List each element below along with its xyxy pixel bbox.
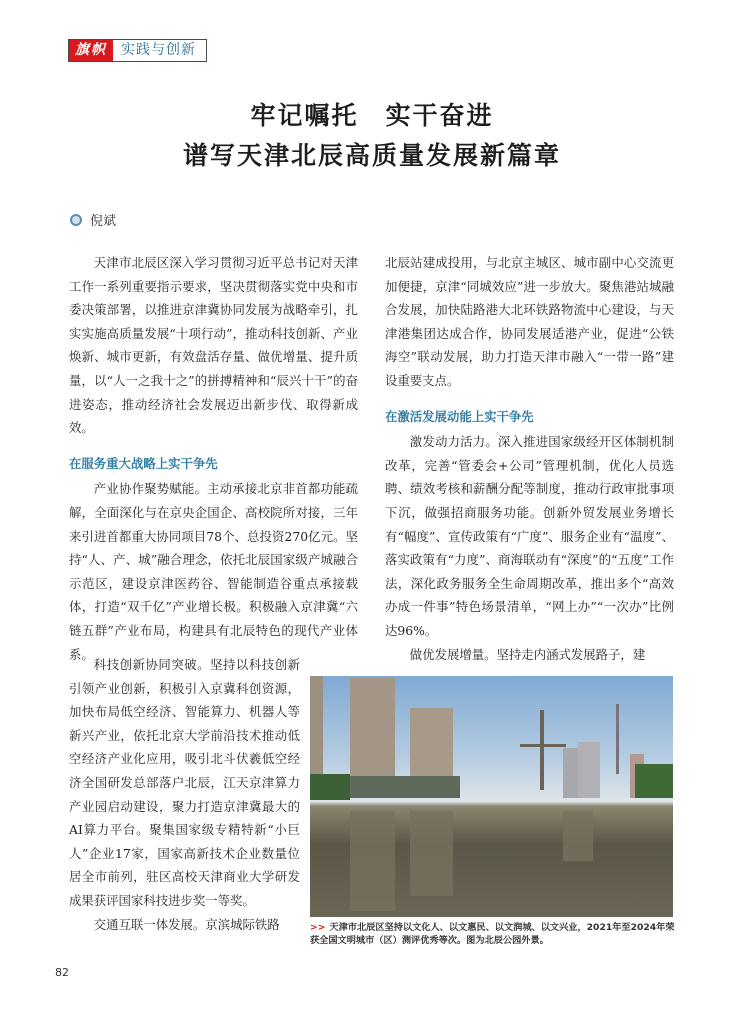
right-column-top <box>385 251 674 666</box>
photo-caption <box>310 921 680 947</box>
section1-paragraph-2: 科技创新协同突破。坚持以科技创新引领产业创新，积极引入京冀科创资源，加快布局低空经济、智能算力、机器人等新兴产业，依托北京大学前沿技术推动低空经济产业化应用，吸引北斗伏羲低空经济全国研发总部落户北辰，江天京津算力产业园启动建设，聚力打造京津冀最大的AI算力平台。聚集国家级专精特新“小巨人”企业17家，国家高新技术企业数量位居全市前列，驻区高校天津商业大学研发成果获评国家科技进步奖一等奖。 <box>69 657 300 908</box>
author-byline <box>70 210 116 229</box>
magazine-brand-logo: 旗帜 <box>69 40 113 61</box>
section-heading-1: 在服务重大战略上实干争先 <box>69 455 218 471</box>
section-heading-2: 在激活发展动能上实干争先 <box>385 408 534 424</box>
article-title <box>0 96 744 176</box>
caption-text: 天津市北辰区坚持以文化人、以文惠民、以文润城、以文兴业，2021年至2024年荣获全国文明城市（区）测评优秀等次。图为北辰公园外景。 <box>310 922 675 946</box>
left-column-top <box>69 251 358 666</box>
intro-paragraph: 天津市北辰区深入学习贯彻习近平总书记对天津工作一系列重要指示要求，坚决贯彻落实党中央和市委决策部署，以推进京津冀协同发展为战略牵引，扎实实施高质量发展“十项行动”，推动科技创新、产业焕新、城市更新，有效盘活存量、做优增量、提升质量，以“人一之我十之”的拼搏精神和“辰兴十干”的奋进姿态，推动经济社会发展迈出新步伐、取得新成效。 <box>69 255 358 436</box>
title-line-1: 牢记嘱托 实干奋进 <box>250 101 494 130</box>
section2-paragraph-1: 激发动力活力。深入推进国家级经开区体制机制改革，完善“管委会+公司”管理机制，优化人员选聘、绩效考核和薪酬分配等制度，推动行政审批事项下沉，做强招商服务功能。创新外贸发展业务增长有“幅度”、宣传政策有“广度”、服务企业有“温度”、落实政策有“力度”、商海联动有“深度”的“五度”工作法，深化政务服务全生命周期改革，推出多个“高效办成一件事”特色场景清单，“网上办”“一次办”比例达96%。 <box>385 434 674 638</box>
section1-paragraph-3-continued: 北辰站建成投用，与北京主城区、城市副中心交流更加便捷，京津“同城效应”进一步放大。聚焦港站城融合发展，加快陆路港大北环铁路物流中心建设，与天津港集团达成合作，协同发展适港产业，促进“公铁海空”联动发展，助力打造天津市融入“一带一路”建设重要支点。 <box>385 255 674 388</box>
column-header-badge <box>68 39 207 62</box>
caption-arrow-icon: >> <box>310 922 326 933</box>
author-name: 倪斌 <box>90 214 117 229</box>
park-photo <box>310 676 673 917</box>
section1-paragraph-1: 产业协作聚势赋能。主动承接北京非首都功能疏解，全面深化与在京央企国企、高校院所对接，三年来引进首都重大协同项目78个、总投资270亿元。坚持“人、产、城”融合理念，依托北辰国家级产城融合示范区，建设京津医药谷、智能制造谷重点承接载体，打造“双千亿”产业增长极。积极融入京津冀“六链五群”产业布局，构建具有北辰特色的现代产业体系。 <box>69 481 358 662</box>
page-number: 82 <box>55 966 69 979</box>
circle-bullet-icon <box>70 214 82 226</box>
section1-paragraph-3-start: 交通互联一体发展。京滨城际铁路 <box>93 916 280 932</box>
column-name: 实践与创新 <box>113 40 206 61</box>
left-column-bottom <box>69 653 300 936</box>
title-line-2: 谱写天津北辰高质量发展新篇章 <box>182 141 561 170</box>
section2-paragraph-2: 做优发展增量。坚持走内涵式发展路子，建 <box>409 646 646 662</box>
